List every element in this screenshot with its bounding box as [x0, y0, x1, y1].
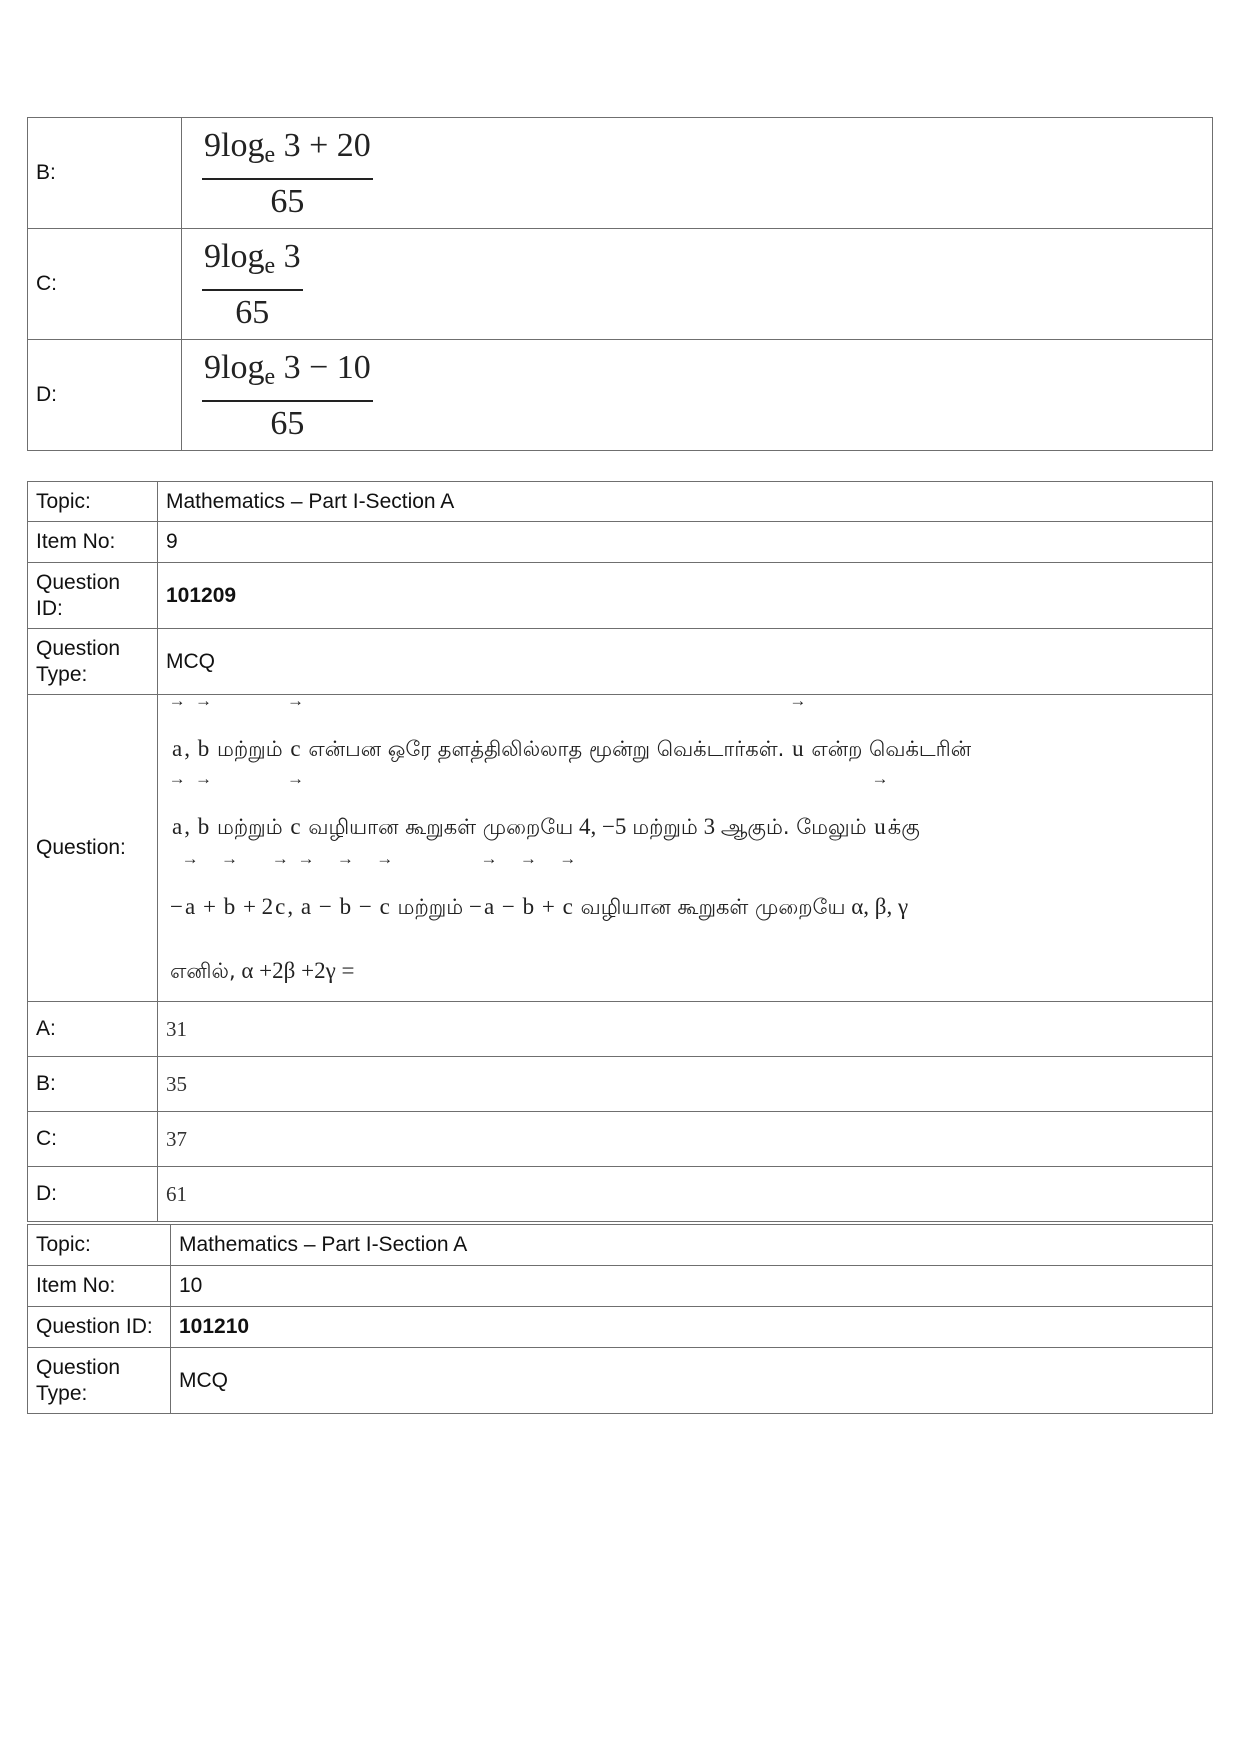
question-id-label: Question ID: — [28, 563, 158, 629]
option-value — [182, 340, 1213, 451]
question-type-row — [28, 629, 1213, 695]
option-value: 61 — [158, 1167, 1213, 1222]
topic-label: Topic: — [28, 482, 158, 522]
topic-row — [28, 482, 1213, 522]
option-row-b — [28, 1057, 1213, 1112]
question-id-value: 101210 — [171, 1307, 1213, 1348]
question-line-3 — [170, 849, 1202, 947]
item-value: 10 — [171, 1266, 1213, 1307]
vector-a: → a — [480, 849, 498, 919]
tamil-text: என்ற வெக்டரின் — [811, 737, 972, 761]
vector-b: → b — [194, 691, 212, 761]
question-row — [28, 695, 1213, 1002]
option-value: 37 — [158, 1112, 1213, 1167]
tamil-text: க்கு — [887, 815, 920, 839]
vector-a: → a — [297, 849, 315, 919]
option-value: 31 — [158, 1002, 1213, 1057]
vector-a: → a — [168, 691, 186, 761]
question-table-item-10 — [27, 1224, 1213, 1414]
fraction — [202, 127, 373, 220]
question-type-label: Question Type: — [28, 629, 158, 695]
operator: + — [541, 894, 555, 919]
item-value: 9 — [158, 522, 1213, 563]
vector-c: → c — [286, 769, 304, 839]
fraction-numerator-coef: 9 — [204, 237, 221, 275]
option-label: D: — [28, 1167, 158, 1222]
question-type-value: MCQ — [171, 1348, 1213, 1414]
item-row — [28, 522, 1213, 563]
option-label: B: — [28, 118, 182, 229]
operator: − — [170, 894, 183, 919]
fraction-numerator-coef: 9 — [204, 126, 221, 164]
option-row-b — [28, 118, 1213, 229]
option-value — [182, 229, 1213, 340]
vector-c: → c — [559, 849, 577, 919]
fraction-numerator-log: log — [221, 126, 265, 164]
topic-value: Mathematics – Part I-Section A — [158, 482, 1213, 522]
option-label: B: — [28, 1057, 158, 1112]
fraction-numerator-log: log — [221, 237, 265, 275]
vector-b: → b — [220, 849, 238, 919]
topic-row — [28, 1225, 1213, 1266]
vector-b: → b — [194, 769, 212, 839]
vector-b: → b — [336, 849, 354, 919]
fraction-numerator-base: e — [264, 363, 276, 390]
option-row-d — [28, 340, 1213, 451]
fraction-numerator-coef: 9 — [204, 348, 221, 386]
vector-c: → c — [286, 691, 304, 761]
expression: α +2β +2γ = — [241, 958, 355, 983]
comma: , — [184, 814, 190, 839]
question-line-4 — [170, 947, 1202, 1001]
operator: − — [468, 894, 482, 919]
comma: , — [184, 736, 190, 761]
question-table-item-9 — [27, 481, 1213, 1222]
tamil-text: வழியான கூறுகள் முறையே — [308, 815, 574, 839]
tamil-text: மற்றும் — [632, 815, 698, 839]
operator: − — [318, 894, 332, 919]
component-value: 3 — [703, 814, 716, 839]
vector-c: → c — [271, 849, 289, 919]
question-label: Question: — [28, 695, 158, 1002]
option-label: D: — [28, 340, 182, 451]
item-row — [28, 1266, 1213, 1307]
components-values: 4, −5 — [578, 814, 627, 839]
fraction-denominator: 65 — [270, 404, 305, 442]
vector-u: → u — [871, 769, 889, 839]
topic-value: Mathematics – Part I-Section A — [171, 1225, 1213, 1266]
question-id-value: 101209 — [158, 563, 1213, 629]
option-label: C: — [28, 1112, 158, 1167]
item-label: Item No: — [28, 522, 158, 563]
question-line-1 — [168, 691, 1202, 787]
vector-a: → a — [181, 849, 199, 919]
fraction-numerator-rest: 3 + 20 — [275, 126, 371, 164]
option-row-c — [28, 1112, 1213, 1167]
fraction-denominator: 65 — [270, 182, 305, 220]
question-id-label: Question ID: — [28, 1307, 171, 1348]
fraction-denominator: 65 — [235, 293, 270, 331]
option-label: C: — [28, 229, 182, 340]
tamil-text: வழியான கூறுகள் முறையே — [580, 895, 846, 919]
option-row-d — [28, 1167, 1213, 1222]
vector-b: → b — [519, 849, 537, 919]
topic-label: Topic: — [28, 1225, 171, 1266]
vector-a: → a — [168, 769, 186, 839]
operator: − — [358, 894, 372, 919]
operator: + — [202, 894, 216, 919]
tamil-text: என்பன ஒரே தளத்திலில்லாத மூன்று வெக்டார்கள். — [308, 737, 785, 761]
question-text — [158, 691, 1213, 1002]
vector-u: → u — [789, 691, 807, 761]
question-type-value: MCQ — [158, 629, 1213, 695]
question-id-row — [28, 1307, 1213, 1348]
vector-c: → c — [376, 849, 394, 919]
option-label: A: — [28, 1002, 158, 1057]
question-line-2 — [168, 769, 1202, 867]
fraction — [202, 238, 303, 331]
fraction-numerator-log: log — [221, 348, 265, 386]
question-type-row — [28, 1348, 1213, 1414]
fraction-numerator-base: e — [264, 252, 276, 279]
tamil-text: மற்றும் — [397, 895, 464, 919]
operator: − — [501, 894, 515, 919]
greek-letters: α, β, γ — [851, 894, 909, 919]
tamil-text: எனில், — [170, 959, 236, 983]
question-id-row — [28, 563, 1213, 629]
fraction-numerator-base: e — [264, 141, 276, 168]
option-row-c — [28, 229, 1213, 340]
comma: , — [287, 894, 294, 919]
options-table-previous — [27, 117, 1213, 451]
option-value: 35 — [158, 1057, 1213, 1112]
item-label: Item No: — [28, 1266, 171, 1307]
option-value — [182, 118, 1213, 229]
fraction-numerator-rest: 3 — [275, 237, 301, 275]
fraction — [202, 349, 373, 442]
tamil-text: ஆகும். மேலும் — [720, 815, 867, 839]
option-row-a — [28, 1002, 1213, 1057]
tamil-text: மற்றும் — [216, 815, 283, 839]
question-type-label: Question Type: — [28, 1348, 171, 1414]
operator: + 2 — [242, 894, 274, 919]
tamil-text: மற்றும் — [216, 737, 283, 761]
fraction-numerator-rest: 3 − 10 — [275, 348, 371, 386]
